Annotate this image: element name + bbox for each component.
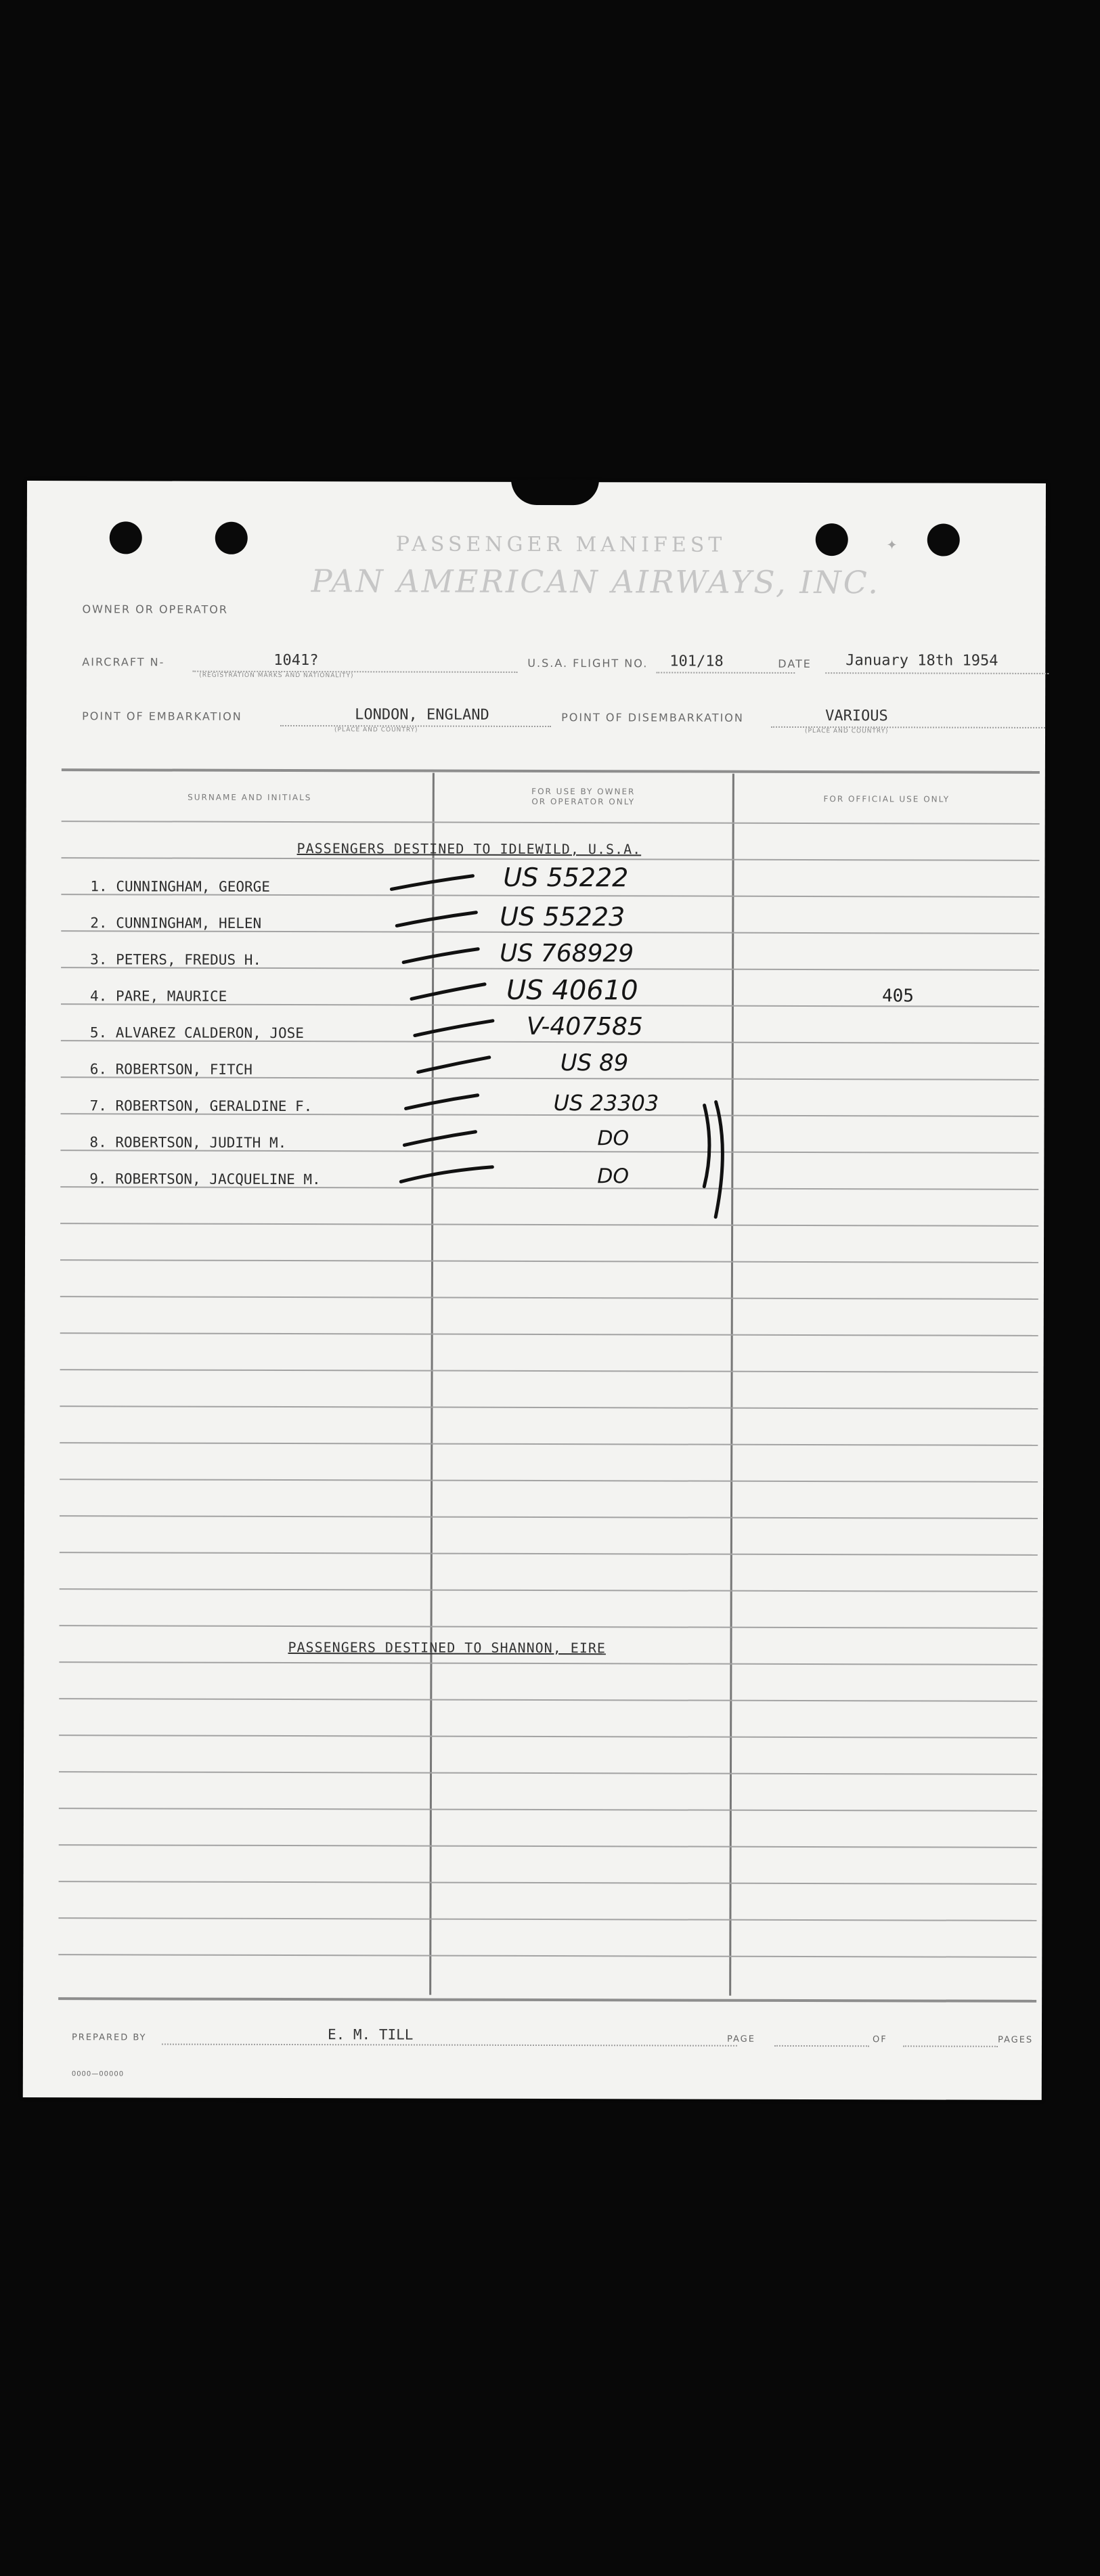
table-row-rule bbox=[58, 1917, 1036, 1921]
corner-mark: ✦ bbox=[886, 533, 898, 554]
embark-label: POINT OF EMBARKATION bbox=[82, 710, 242, 723]
table-row-rule bbox=[59, 1844, 1037, 1848]
column-header-owner-line1: FOR USE BY OWNER bbox=[531, 786, 636, 797]
column-header-name: SURNAME AND INITIALS bbox=[188, 792, 312, 803]
handwritten-check-marks bbox=[25, 481, 1046, 1228]
table-row-rule bbox=[60, 1552, 1038, 1556]
embark-sublabel: (PLACE AND COUNTRY) bbox=[334, 726, 418, 734]
passenger-number: 4. bbox=[89, 988, 108, 1005]
passenger-number: 9. bbox=[89, 1171, 107, 1187]
official-use-value: 405 bbox=[881, 986, 915, 1007]
section-heading-idlewild: PASSENGERS DESTINED TO IDLEWILD, U.S.A. bbox=[296, 840, 642, 858]
table-row-rule bbox=[60, 1369, 1038, 1373]
embark-value: LONDON, ENGLAND bbox=[355, 706, 489, 724]
pages-line bbox=[903, 2045, 998, 2047]
prepared-by-value: E. M. TILL bbox=[327, 2026, 414, 2043]
passport-number: US 55222 bbox=[503, 862, 629, 893]
of-label: OF bbox=[872, 2034, 887, 2045]
passenger-number: 2. bbox=[90, 915, 108, 932]
passport-number: US 40610 bbox=[506, 974, 638, 1007]
table-row-rule bbox=[59, 1661, 1037, 1665]
table-row-rule bbox=[59, 1734, 1037, 1739]
table-row-rule bbox=[59, 1771, 1037, 1775]
table-row-rule bbox=[60, 1588, 1038, 1592]
passenger-name: ROBERTSON, JUDITH M. bbox=[115, 1134, 287, 1152]
page-line bbox=[774, 2045, 869, 2047]
passenger-number: 5. bbox=[89, 1024, 108, 1041]
aircraft-label: AIRCRAFT N- bbox=[82, 655, 165, 669]
passenger-number: 7. bbox=[89, 1097, 107, 1114]
disembark-sublabel: (PLACE AND COUNTRY) bbox=[805, 728, 889, 735]
passport-number: US 55223 bbox=[500, 901, 625, 932]
column-header-owner-line2: OR OPERATOR ONLY bbox=[531, 796, 636, 807]
table-row-rule bbox=[58, 1954, 1036, 1958]
passenger-number: 1. bbox=[90, 878, 108, 895]
passenger-name: CUNNINGHAM, HELEN bbox=[116, 915, 262, 932]
page-label: PAGE bbox=[726, 2034, 755, 2045]
passenger-name: PARE, MAURICE bbox=[115, 988, 227, 1005]
table-row-rule bbox=[59, 1881, 1037, 1885]
disembark-label: POINT OF DISEMBARKATION bbox=[561, 711, 744, 724]
disembark-value: VARIOUS bbox=[825, 707, 888, 725]
table-row-rule bbox=[60, 1442, 1038, 1446]
table-row-rule bbox=[60, 1296, 1038, 1300]
prepared-by-label: PREPARED BY bbox=[71, 2032, 147, 2043]
aircraft-sublabel: (REGISTRATION MARKS AND NATIONALITY) bbox=[199, 672, 354, 680]
flight-label: U.S.A. FLIGHT NO. bbox=[527, 656, 648, 670]
manifest-sheet bbox=[23, 481, 1046, 2100]
table-row-rule bbox=[60, 1332, 1038, 1336]
passenger-name: PETERS, FREDUS H. bbox=[116, 951, 262, 968]
prepared-by-line bbox=[162, 2044, 737, 2047]
passport-number: US 768929 bbox=[500, 939, 634, 968]
passenger-number: 8. bbox=[89, 1134, 107, 1151]
passport-number: US 23303 bbox=[553, 1090, 659, 1116]
section-heading-shannon: PASSENGERS DESTINED TO SHANNON, EIRE bbox=[288, 1639, 607, 1657]
airline-name: PAN AMERICAN AIRWAYS, INC. bbox=[311, 563, 880, 601]
passenger-name: ROBERTSON, FITCH bbox=[115, 1061, 253, 1078]
flight-value: 101/18 bbox=[669, 653, 724, 670]
table-row-rule bbox=[59, 1698, 1037, 1702]
owner-label: OWNER OR OPERATOR bbox=[82, 603, 229, 616]
table-row-rule bbox=[60, 1625, 1038, 1629]
form-title: PASSENGER MANIFEST bbox=[395, 532, 726, 557]
table-row-rule bbox=[60, 1259, 1038, 1263]
passport-number: V-407585 bbox=[526, 1012, 643, 1041]
date-value: January 18th 1954 bbox=[845, 652, 998, 670]
passenger-number: 6. bbox=[89, 1061, 108, 1078]
passenger-name: CUNNINGHAM, GEORGE bbox=[116, 878, 270, 895]
passenger-name: ROBERTSON, JACQUELINE M. bbox=[115, 1171, 321, 1188]
pages-label: PAGES bbox=[997, 2034, 1034, 2045]
ditto-mark: DO bbox=[597, 1164, 630, 1189]
passport-number: US 89 bbox=[560, 1049, 629, 1077]
table-row-rule bbox=[59, 1808, 1037, 1812]
table-row-rule bbox=[60, 1479, 1038, 1483]
passenger-number: 3. bbox=[90, 951, 108, 968]
print-code: 0000—00000 bbox=[71, 2070, 125, 2078]
ditto-mark: DO bbox=[597, 1127, 630, 1151]
date-label: DATE bbox=[778, 657, 812, 671]
passenger-name: ROBERTSON, GERALDINE F. bbox=[115, 1097, 313, 1115]
table-row-rule bbox=[60, 1405, 1038, 1410]
table-row-rule bbox=[60, 1515, 1038, 1519]
table-bottom-rule bbox=[58, 1997, 1036, 2003]
aircraft-value: 1041? bbox=[273, 651, 319, 670]
column-header-official: FOR OFFICIAL USE ONLY bbox=[823, 794, 950, 804]
passenger-name: ALVAREZ CALDERON, JOSE bbox=[115, 1024, 305, 1042]
